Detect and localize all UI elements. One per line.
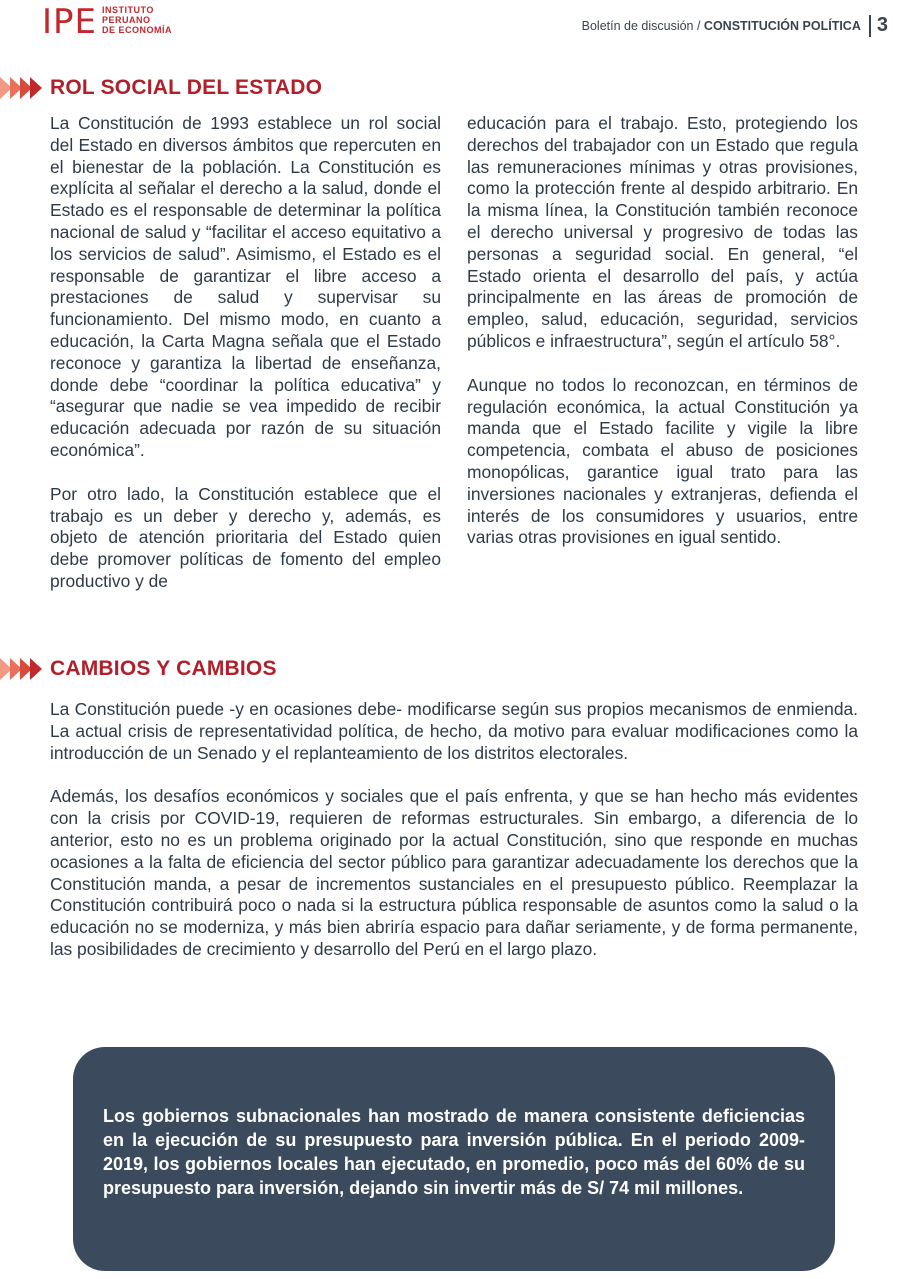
- paragraph: Por otro lado, la Constitución establece que el trabajo es un deber y derecho y, además, es objeto de atención prioritaria del Estado quien debe promover políticas de fomento del empleo productivo y de: [50, 483, 441, 591]
- section-title: ROL SOCIAL DEL ESTADO: [50, 76, 323, 99]
- paragraph: Además, los desafíos económicos y sociales que el país enfrenta, y que se han hecho más evidentes con la crisis por COVID-19, requieren de reformas estructurales. Sin embargo, a diferencia de lo anterior, esto no es un problema originado por la actual Constitución, sino que responde en muchas ocasiones a la falta de eficiencia del sector público para garantizar adecuadamente los derechos que la Constitución manda, a pesar de incrementos sustanciales en el presupuesto público. Reemplazar la Constitución contribuirá poco o nada si la estructura pública responsable de asuntos como la salud o la educación no se moderniza, y más bien abriría espacio para dañar seriamente, y de forma permanente, las posibilidades de crecimiento y desarrollo del Perú en el largo plazo.: [50, 786, 858, 959]
- callout-box: [73, 1047, 835, 1271]
- logo-text: [102, 5, 172, 35]
- header-title: [582, 19, 861, 33]
- header-topic: CONSTITUCIÓN POLÍTICA: [703, 18, 861, 33]
- logo-line-2: PERUANO: [102, 15, 151, 25]
- chevron-arrows-icon: [0, 658, 40, 680]
- header-divider: [869, 15, 871, 37]
- ipe-logo: [42, 4, 172, 40]
- logo-line-1: INSTITUTO: [102, 5, 154, 15]
- callout-text: Los gobiernos subnacionales han mostrado de manera consistente deficiencias en la ejecución de su presupuesto para inversión pública. En el periodo 2009-2019, los gobiernos locales han ejecutado, en promedio, poco más del 60% de su presupuesto para inversión, dejando sin invertir más de S/ 74 mil millones.: [103, 1106, 805, 1198]
- page-number: 3: [876, 14, 888, 36]
- paragraph: La Constitución de 1993 establece un rol social del Estado en diversos ámbitos que repercuten en el bienestar de la población. La Constitución es explícita al señalar el derecho a la salud, donde el Estado es el responsable de determinar la política nacional de salud y “facilitar el acceso equitativo a los servicios de salud”. Asimismo, el Estado es el responsable de garantizar el libre acceso a prestaciones de salud y supervisar su funcionamiento. Del mismo modo, en cuanto a educación, la Carta Magna señala que el Estado reconoce y garantiza la libertad de enseñanza, donde debe “coordinar la política educativa” y “asegurar que nadie se vea impedido de recibir educación adecuada por razón de su situación económica”.: [50, 113, 441, 460]
- section-title: CAMBIOS Y CAMBIOS: [50, 657, 277, 680]
- left-column: [50, 113, 441, 615]
- right-column: [467, 113, 858, 571]
- paragraph: Aunque no todos lo reconozcan, en términos de regulación económica, la actual Constitución ya manda que el Estado facilite y vigile la libre competencia, combata el abuso de posiciones monopólicas, garantice igual trato para las inversiones nacionales y extranjeras, defienda el interés de los consumidores y usuarios, entre varias otras provisiones en igual sentido.: [467, 374, 858, 548]
- paragraph: educación para el trabajo. Esto, protegiendo los derechos del trabajador con un Estado que regula las remuneraciones mínimas y otras provisiones, como la protección frente al despido arbitrario. En la misma línea, la Constitución también reconoce el derecho universal y progresivo de todas las personas a seguridad social. En general, “el Estado orienta el desarrollo del país, y actúa principalmente en las áreas de promoción de empleo, salud, educación, seguridad, servicios públicos e infraestructura”, según el artículo 58°.: [467, 113, 858, 351]
- chevron-arrows-icon: [0, 77, 40, 99]
- header-series: Boletín de discusión /: [581, 18, 704, 33]
- running-header: [582, 14, 888, 37]
- logo-line-3: DE ECONOMÍA: [102, 25, 173, 35]
- section-heading-cambios: [0, 657, 277, 681]
- section-body: [50, 699, 858, 983]
- paragraph: La Constitución puede -y en ocasiones debe- modificarse según sus propios mecanismos de enmienda. La actual crisis de representatividad política, de hecho, da motivo para evaluar modificaciones como la introducción de un Senado y el replanteamiento de los distritos electorales.: [50, 699, 858, 763]
- logo-mark: IPE: [42, 2, 98, 42]
- section-heading-rol-social: [0, 76, 322, 100]
